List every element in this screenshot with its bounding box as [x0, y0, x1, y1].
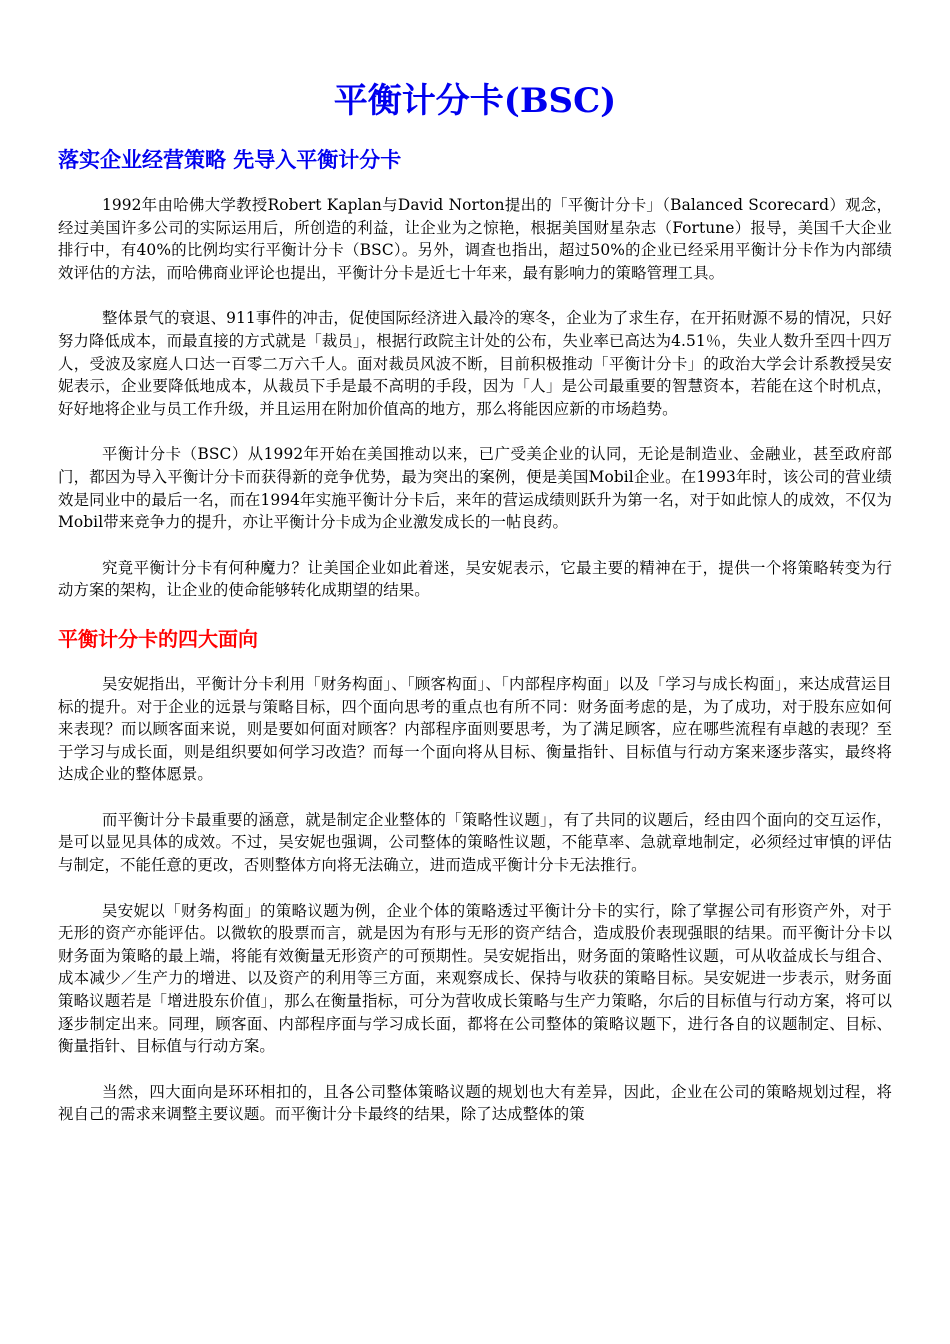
paragraph-mobil-case: 平衡计分卡（BSC）从1992年开始在美国推动以来，已广受美企业的认同，无论是制造业、金融业，甚至政府部门，都因为导入平衡计分卡而获得新的竞争优势，最为突出的案例，便是美国Mobil企业。在1993年时，该公司的营业绩效是同业中的最后一名，而在1994年实施平衡计分卡后，来年的营运成绩则跃升为第一名，对于如此惊人的成效，不仅为Mobil带来竞争力的提升，亦让平衡计分卡成为企业激发成长的一帖良药。: [58, 445, 892, 532]
document-page: [58, 78, 892, 1148]
paragraph-financial-perspective: 吴安妮以「财务构面」的策略议题为例，企业个体的策略透过平衡计分卡的实行，除了掌握公司有形资产外，对于无形的资产亦能评估。以微软的股票而言，就是因为有形与无形的资产结合，造成股价表现强眼的结果。而平衡计分卡以财务面为策略的最上端，将能有效衡量无形资产的可预期性。吴安妮指出，财务面的策略性议题，可从收益成长与组合、成本减少／生产力的增进、以及资产的利用等三方面，来观察成长、保持与收获的策略目标。吴安妮进一步表示，财务面策略议题若是「增进股东价值」，那么在衡量指标，可分为营收成长策略与生产力策略，尔后的目标值与行动方案，将可以逐步制定出来。同理，顾客面、内部程序面与学习成长面，都将在公司整体的策略议题下，进行各自的议题制定、目标、衡量指针、目标值与行动方案。: [58, 901, 892, 1056]
paragraph-strategic-issues: 而平衡计分卡最重要的涵意，就是制定企业整体的「策略性议题」，有了共同的议题后，经由四个面向的交互运作，是可以显见具体的成效。不过，吴安妮也强调，公司整体的策略性议题，不能草率、急就章地制定，必须经过审慎的评估与制定，不能任意的更改，否则整体方向将无法确立，进而造成平衡计分卡无法推行。: [58, 810, 892, 875]
paragraph-bsc-spirit: 究竟平衡计分卡有何种魔力？让美国企业如此着迷，吴安妮表示，它最主要的精神在于，提供一个将策略转变为行动方案的架构，让企业的使命能够转化成期望的结果。: [58, 558, 892, 600]
paragraph-interlinked-perspectives: 当然，四大面向是环环相扣的，且各公司整体策略议题的规划也大有差异，因此，企业在公司的策略规划过程，将视自己的需求来调整主要议题。而平衡计分卡最终的结果，除了达成整体的策: [58, 1082, 892, 1124]
document-title: 平衡计分卡(BSC): [333, 81, 617, 121]
section-heading-adopt-bsc: 落实企业经营策略 先导入平衡计分卡: [58, 148, 402, 172]
paragraph-bsc-origin: 1992年由哈佛大学教授Robert Kaplan与David Norton提出的「平衡计分卡」（Balanced Scorecard）观念，经过美国许多公司的实际运用后，所创造的利益，让企业为之惊艳，根据美国财星杂志（Fortune）报导，美国千大企业排行中，有40%的比例均实行平衡计分卡（BSC）。另外，调查也指出，超过50%的企业已经采用平衡计分卡作为内部绩效评估的方法，而哈佛商业评论也提出，平衡计分卡是近七十年来，最有影响力的策略管理工具。: [58, 196, 892, 282]
paragraph-economic-downturn: 整体景气的衰退、911事件的冲击，促使国际经济进入最冷的寒冬，企业为了求生存，在开拓财源不易的情况，只好努力降低成本，而最直接的方式就是「裁员」，根据行政院主计处的公布，失业率已高达为4.51％，失业人数升至四十四万人，受波及家庭人口达一百零二万六千人。面对裁员风波不断，目前积极推动「平衡计分卡」的政治大学会计系教授吴安妮表示，企业要降低地成本，从裁员下手是最不高明的手段，因为「人」是公司最重要的智慧资本，若能在这个时机点，好好地将企业与员工作升级，并且运用在附加价值高的地方，那么将能因应新的市场趋势。: [58, 309, 892, 418]
paragraph-four-perspectives: 吴安妮指出，平衡计分卡利用「财务构面」、「顾客构面」、「内部程序构面」以及「学习与成长构面」，来达成营运目标的提升。对于企业的远景与策略目标，四个面向思考的重点也有所不同：财务面考虑的是，为了成功，对于股东应如何来表现？而以顾客面来说，则是要如何面对顾客？内部程序面则要思考，为了满足顾客，应在哪些流程有卓越的表现？至于学习与成长面，则是组织要如何学习改造？而每一个面向将从目标、衡量指针、目标值与行动方案来逐步落实，最终将达成企业的整体愿景。: [58, 674, 892, 784]
section-heading-four-perspectives: 平衡计分卡的四大面向: [58, 626, 258, 651]
